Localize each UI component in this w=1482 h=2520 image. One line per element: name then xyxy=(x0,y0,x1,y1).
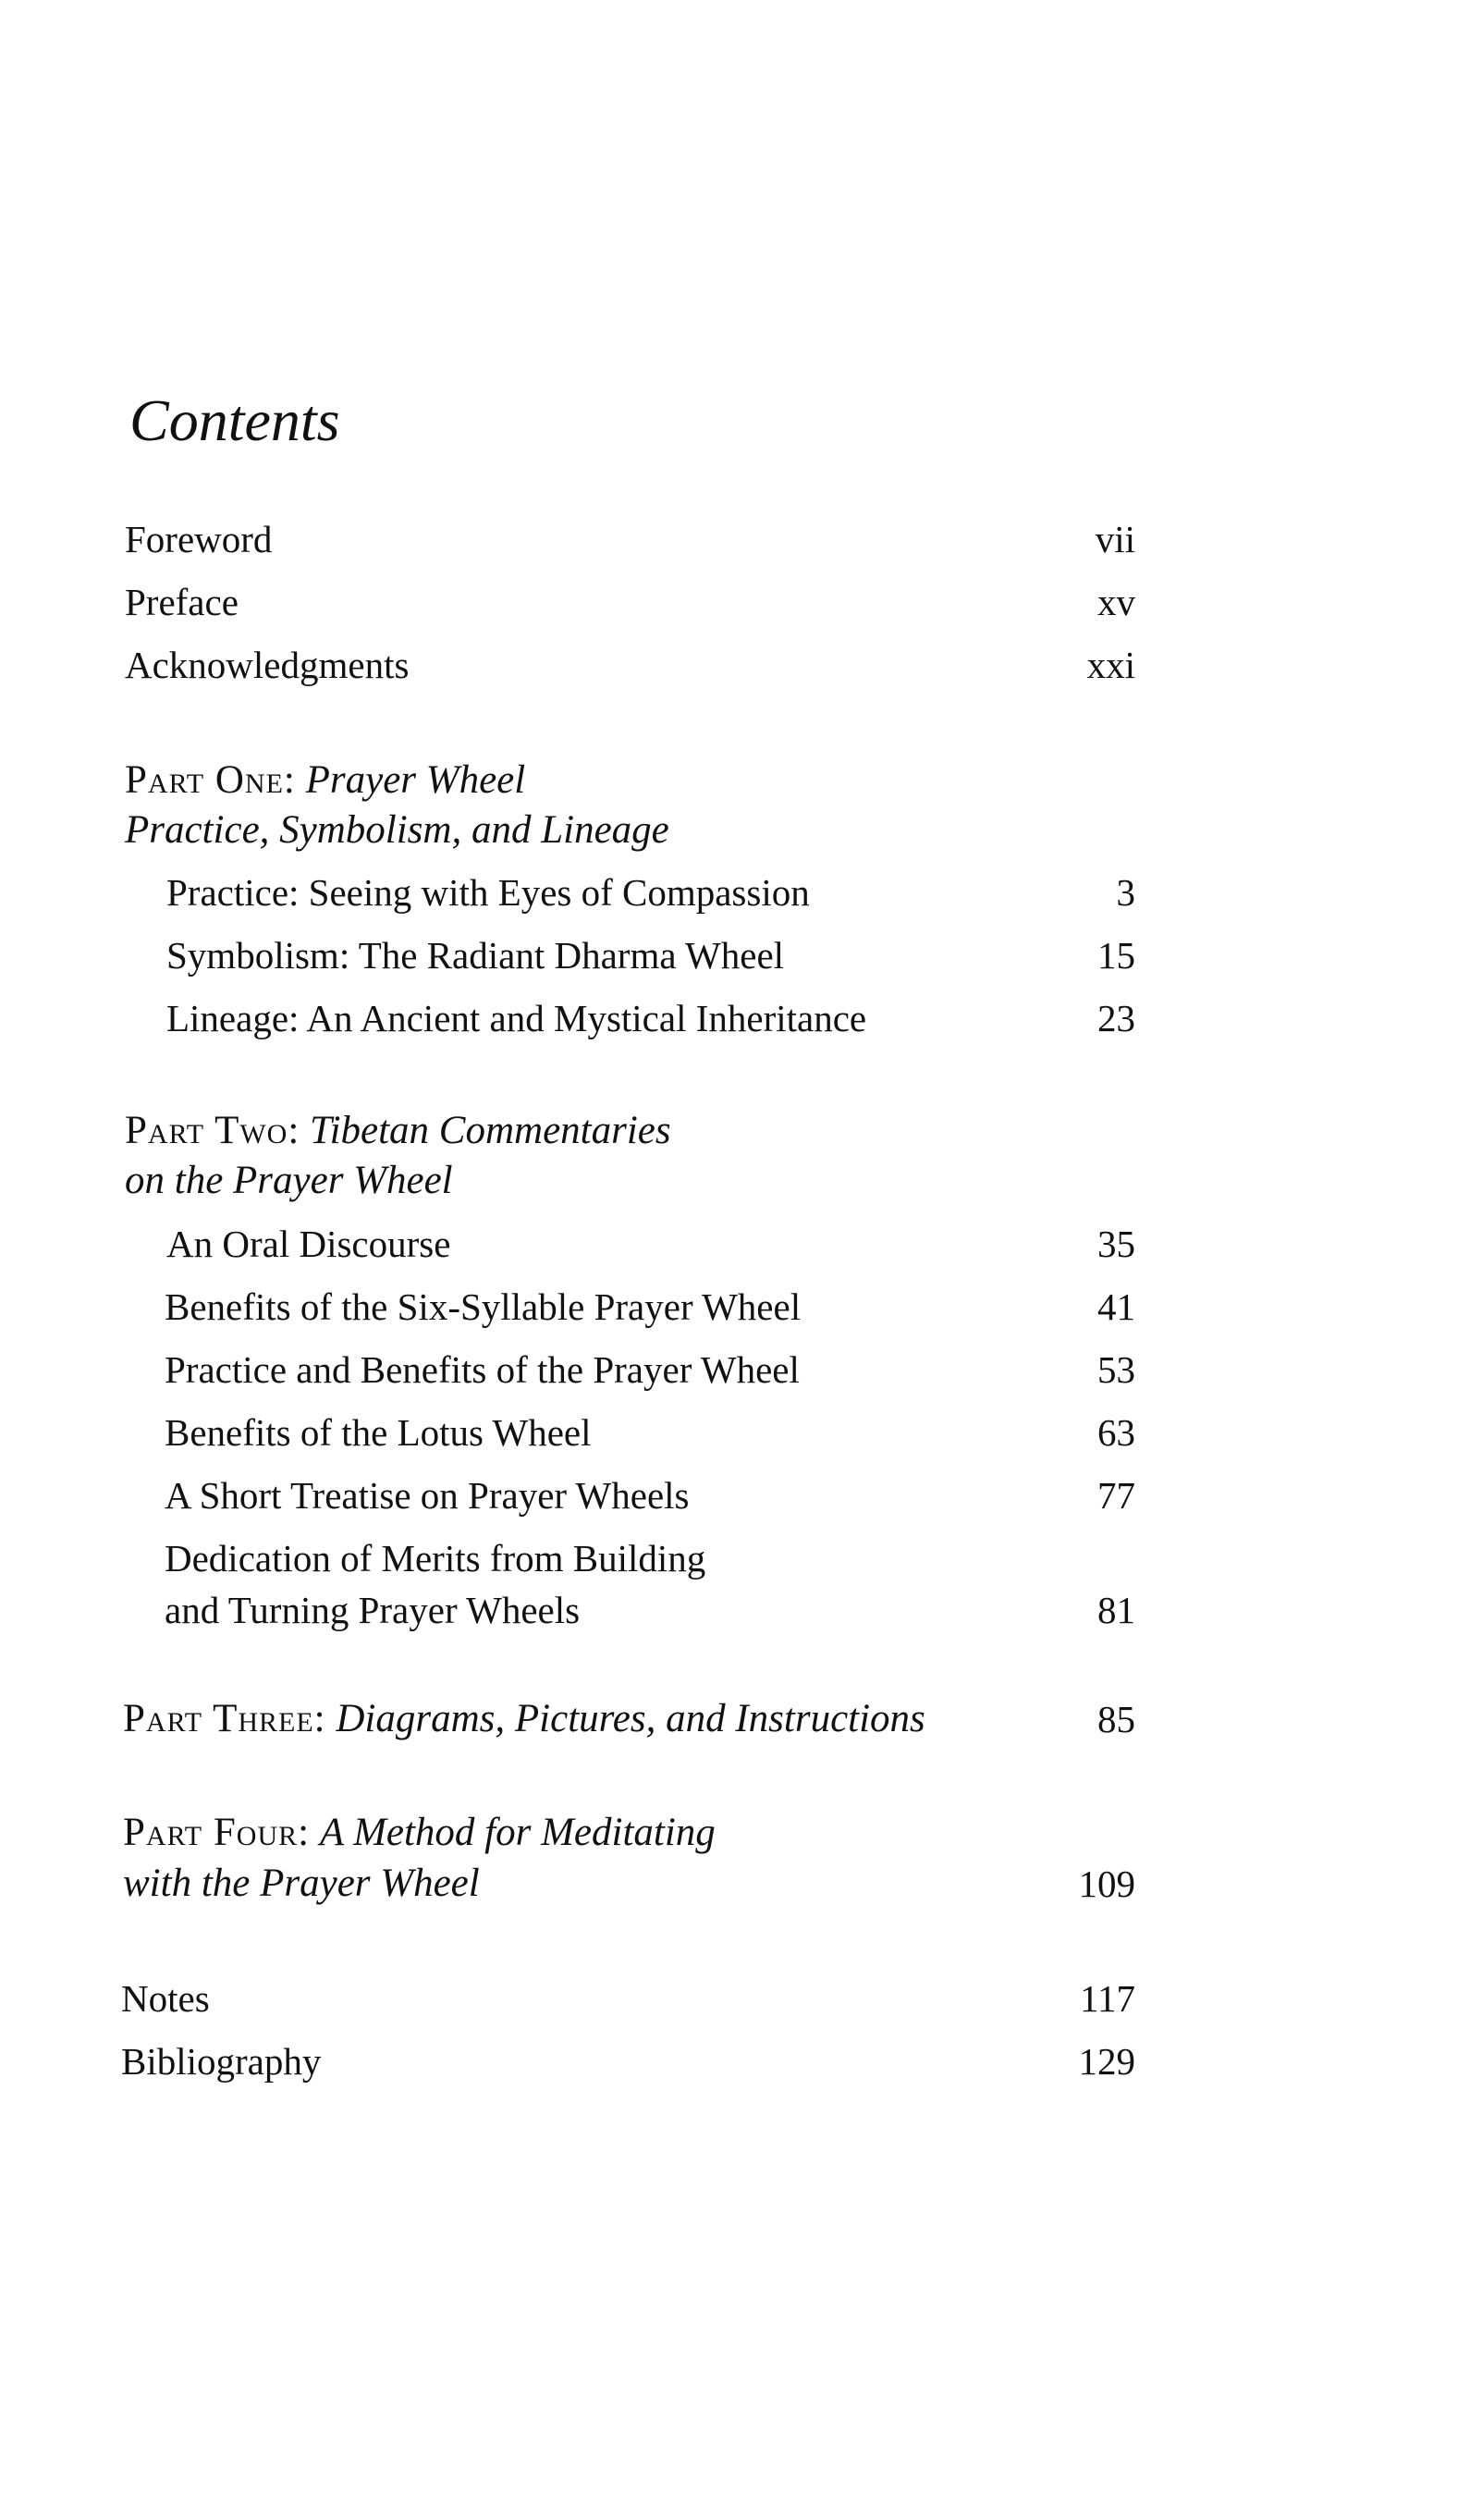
toc-entry-label: Symbolism: The Radiant Dharma Wheel xyxy=(166,934,785,977)
part-four-heading[interactable] xyxy=(123,1808,716,1858)
part-four-title-line1: A Method for Meditating xyxy=(319,1811,716,1854)
toc-entry-page: xxi xyxy=(1086,644,1135,686)
toc-entry-label: Notes xyxy=(121,1977,210,2020)
part-two-prefix: Part Two: xyxy=(125,1109,300,1152)
toc-entry-label: A Short Treatise on Prayer Wheels xyxy=(165,1474,690,1517)
toc-entry-page: 15 xyxy=(1097,934,1135,977)
toc-entry-page: 41 xyxy=(1097,1285,1135,1328)
toc-entry-label: Lineage: An Ancient and Mystical Inheritance xyxy=(166,997,867,1039)
part-two-title-line2: on the Prayer Wheel xyxy=(125,1159,453,1202)
toc-entry-page: xv xyxy=(1097,581,1135,623)
page-title: Contents xyxy=(129,387,340,453)
toc-entry-page: 3 xyxy=(1116,871,1135,914)
toc-entry-label: Benefits of the Lotus Wheel xyxy=(165,1411,592,1454)
toc-entry-label: Practice and Benefits of the Prayer Wheel xyxy=(165,1348,800,1391)
part-four-title-line2: with the Prayer Wheel xyxy=(123,1862,480,1905)
toc-entry-page: 109 xyxy=(1078,1862,1135,1905)
toc-entry-page: 117 xyxy=(1080,1977,1135,2020)
part-one-heading[interactable] xyxy=(125,756,525,805)
toc-entry-label: Acknowledgments xyxy=(125,644,410,686)
toc-entry-page: 81 xyxy=(1097,1589,1135,1631)
toc-entry-label-line1: Dedication of Merits from Building xyxy=(165,1537,706,1580)
part-one-prefix: Part One: xyxy=(125,758,296,802)
toc-entry-page: vii xyxy=(1095,518,1135,560)
toc-entry-label: Practice: Seeing with Eyes of Compassion xyxy=(166,871,810,914)
part-three-prefix: Part Three: xyxy=(123,1697,326,1740)
part-one-title-line1: Prayer Wheel xyxy=(305,758,526,802)
toc-entry-label: An Oral Discourse xyxy=(166,1223,451,1265)
toc-entry-page: 23 xyxy=(1097,997,1135,1039)
part-two-title-line1: Tibetan Commentaries xyxy=(310,1109,671,1152)
toc-entry-page: 77 xyxy=(1097,1474,1135,1517)
toc-entry-label-line2: and Turning Prayer Wheels xyxy=(165,1589,581,1631)
toc-entry-label: Foreword xyxy=(125,518,273,560)
toc-entry-label: Preface xyxy=(125,581,239,623)
toc-entry-page: 63 xyxy=(1097,1411,1135,1454)
toc-entry-page: 129 xyxy=(1078,2040,1135,2083)
part-three-title: Diagrams, Pictures, and Instructions xyxy=(336,1697,925,1740)
part-four-prefix: Part Four: xyxy=(123,1811,311,1854)
part-one-title-line2: Practice, Symbolism, and Lineage xyxy=(125,808,669,852)
toc-entry-label: Bibliography xyxy=(121,2040,322,2083)
toc-entry-page: 35 xyxy=(1097,1223,1135,1265)
toc-entry-label: Benefits of the Six-Syllable Prayer Wheel xyxy=(165,1285,802,1328)
toc-entry-page: 53 xyxy=(1097,1348,1135,1391)
toc-entry-page: 85 xyxy=(1097,1698,1135,1740)
part-two-heading[interactable] xyxy=(125,1106,671,1156)
